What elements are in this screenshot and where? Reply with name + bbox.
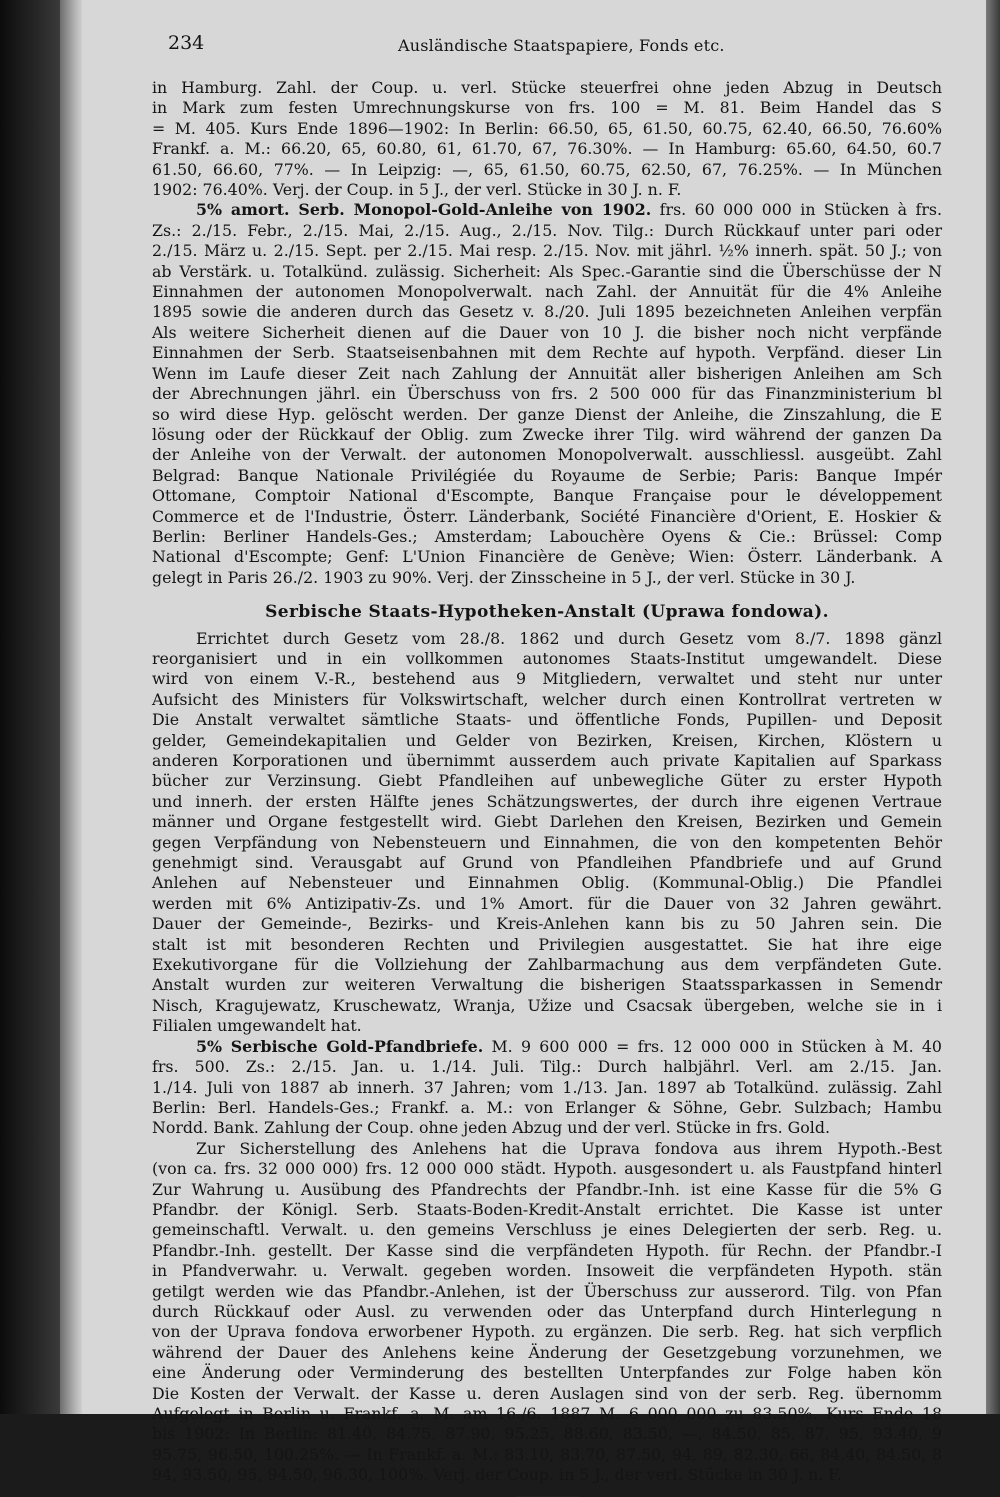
text-line: bis 1902: In Berlin: 81.40, 84.75, 87.90, 95.25, 88.60, 83.50, —, 84.50, 85, 87, 95, 93.40, 9 <box>152 1424 942 1444</box>
text-line: Pfandbr.-Inh. gestellt. Der Kasse sind die verpfändeten Hypoth. für Rechn. der Pfandbr.-I <box>152 1240 942 1260</box>
text-line: stalt ist mit besonderen Rechten und Privilegien ausgestattet. Sie hat ihre eige <box>152 934 942 954</box>
text-line: der Abrechnungen jährl. ein Überschuss von frs. 2 500 000 für das Finanzministerium bl <box>152 384 942 404</box>
text-line: ab Verstärk. u. Totalkünd. zulässig. Sicherheit: Als Spec.-Garantie sind die Überschüsse der N <box>152 261 942 281</box>
entry-lead-line <box>152 1037 942 1057</box>
text-line: reorganisiert und in ein vollkommen autonomes Staats-Institut umgewandelt. Diese <box>152 648 942 668</box>
text-line: Anlehen auf Nebensteuer und Einnahmen Oblig. (Kommunal-Oblig.) Die Pfandlei <box>152 873 942 893</box>
text-line: = M. 405. Kurs Ende 1896—1902: In Berlin: 66.50, 65, 61.50, 60.75, 62.40, 66.50, 76.60% <box>152 118 942 138</box>
text-line: während der Dauer des Anlehens keine Änderung der Gesetzgebung vorzunehmen, we <box>152 1342 942 1362</box>
text-line: der Anleihe von der Verwalt. der autonomen Monopolverwalt. ausschliessl. ausgeübt. Zahl <box>152 445 942 465</box>
text-line: Berlin: Berliner Handels-Ges.; Amsterdam; Labouchère Oyens & Cie.: Brüssel: Comp <box>152 526 942 546</box>
text-line: Als weitere Sicherheit dienen auf die Dauer von 10 J. die bisher noch nicht verpfände <box>152 322 942 342</box>
text-line: Dauer der Gemeinde-, Bezirks- und Kreis-Anlehen kann bis zu 50 Jahren sein. Die <box>152 914 942 934</box>
text-line: (von ca. frs. 32 000 000) frs. 12 000 000 städt. Hypoth. ausgesondert u. als Faustpfand hinterl <box>152 1159 942 1179</box>
running-title: Ausländische Staatspapiere, Fonds etc. <box>398 36 725 55</box>
text-line: frs. 500. Zs.: 2./15. Jan. u. 1./14. Juli. Tilg.: Durch halbjährl. Verl. am 2./15. Jan. <box>152 1057 942 1077</box>
text-line: Zur Wahrung u. Ausübung des Pfandrechts der Pfandbr.-Inh. ist eine Kasse für die 5% G <box>152 1179 942 1199</box>
text-line: Die Kosten der Verwalt. der Kasse u. deren Auslagen sind von der serb. Reg. übernomm <box>152 1383 942 1403</box>
text-line: 61.50, 66.60, 77%. — In Leipzig: —, 65, 61.50, 60.75, 62.50, 67, 76.25%. — In München <box>152 159 942 179</box>
text-line: gelder, Gemeindekapitalien und Gelder von Bezirken, Kreisen, Kirchen, Klöstern u <box>152 730 942 750</box>
text-line: Berlin: Berl. Handels-Ges.; Frankf. a. M.: von Erlanger & Söhne, Gebr. Sulzbach; Hambu <box>152 1097 942 1117</box>
text-line: Frankf. a. M.: 66.20, 65, 60.80, 61, 61.70, 67, 76.30%. — In Hamburg: 65.60, 64.50, 60.7 <box>152 139 942 159</box>
section-heading: Serbische Staats-Hypotheken-Anstalt (Uprawa fondowa). <box>265 602 829 623</box>
text-line: Pfandbr. der Königl. Serb. Staats-Boden-Kredit-Anstalt errichtet. Die Kasse ist unter <box>152 1199 942 1219</box>
text-line: durch Rückkauf oder Ausl. zu verwenden oder das Unterpfand durch Hinterlegung n <box>152 1301 942 1321</box>
entry-title: 5% amort. Serb. Monopol-Gold-Anleihe von 1902. <box>196 200 652 220</box>
text-line: gelegt in Paris 26./2. 1903 zu 90%. Verj. der Zinsscheine in 5 J., der verl. Stücke in 30 J. <box>152 567 856 587</box>
text-line: von der Uprava fondova erworbener Hypoth. zu ergänzen. Die serb. Reg. hat sich verpflich <box>152 1322 942 1342</box>
text-line: Filialen umgewandelt hat. <box>152 1016 362 1036</box>
document-page <box>82 0 986 1485</box>
section-gold-pfandbriefe <box>152 1037 942 1139</box>
text-line: Einnahmen der autonomen Monopolverwalt. nach Zahl. der Annuität für die 4% Anleihe <box>152 282 942 302</box>
text-line: Belgrad: Banque Nationale Privilégiée du Royaume de Serbie; Paris: Banque Impér <box>152 465 942 485</box>
entry-lead-rest: M. 9 600 000 = frs. 12 000 000 in Stücken à M. 40 <box>483 1036 942 1056</box>
section-hypotheken-anstalt <box>152 629 942 1037</box>
text-line: so wird diese Hyp. gelöscht werden. Der ganze Dienst der Anleihe, die Zinszahlung, die E <box>152 404 942 424</box>
text-line: eine Änderung oder Verminderung des bestellten Unterpfandes zur Folge haben kön <box>152 1363 942 1383</box>
text-line: männer und Organe festgestellt wird. Giebt Darlehen den Kreisen, Bezirken und Gemein <box>152 812 942 832</box>
text-line: Zur Sicherstellung des Anlehens hat die Uprava fondova aus ihrem Hypoth.-Best <box>196 1138 942 1158</box>
text-line: Wenn im Laufe dieser Zeit nach Zahlung der Annuität aller bisherigen Anleihen am Sch <box>152 363 942 383</box>
text-line: Exekutivorgane für die Vollziehung der Zahlbarmachung aus dem verpfändeten Gute. <box>152 955 942 975</box>
text-line: werden mit 6% Antizipativ-Zs. und 1% Amort. für die Dauer von 32 Jahren gewährt. <box>152 893 942 913</box>
text-line: Die Anstalt verwaltet sämtliche Staats- und öffentliche Fonds, Pupillen- und Deposit <box>152 710 942 730</box>
text-line: 1895 sowie die anderen durch das Gesetz v. 8./20. Juli 1895 bezeichneten Anleihen verpfän <box>152 302 942 322</box>
entry-lead-rest: frs. 60 000 000 in Stücken à frs. <box>651 200 942 220</box>
book-spine-shadow <box>0 0 60 1414</box>
text-line: anderen Korporationen und übernimmt ausserdem auch private Kapitalien auf Sparkass <box>152 751 942 770</box>
page-header <box>168 32 966 62</box>
section-sicherstellung <box>152 1139 942 1486</box>
text-line: 95.75, 96.50, 100.25%. — In Frankf. a. M.: 83.10, 83.70, 87.50, 94, 89, 82.30, 66, 84.40, 84.50, 8 <box>152 1444 942 1464</box>
text-line: Commerce et de l'Industrie, Österr. Länderbank, Société Financière d'Orient, E. Hoskier & <box>152 506 942 526</box>
text-line: National d'Escompte; Genf: L'Union Financière de Genève; Wien: Österr. Länderbank. A <box>152 547 942 567</box>
text-line: getilgt werden wie das Pfandbr.-Anlehen, ist der Überschuss zur ausserord. Tilg. von Pfan <box>152 1281 942 1301</box>
entry-title: 5% Serbische Gold-Pfandbriefe. <box>196 1036 484 1056</box>
text-line: genehmigt sind. Verausgabt auf Grund von Pfandleihen Pfandbriefe und auf Grund <box>152 853 942 873</box>
book-gutter <box>60 0 82 1414</box>
text-line: 94, 93.50, 95, 94.50, 96.30, 100%. Verj. der Coup. in 5 J., der verl. Stücke in 30 J. n. F. <box>152 1465 842 1485</box>
text-line: wird von einem V.-R., bestehend aus 9 Mitgliedern, verwaltet und steht nur unter <box>152 669 942 689</box>
text-line: Nordd. Bank. Zahlung der Coup. ohne jeden Abzug und der verl. Stücke in frs. Gold. <box>152 1118 830 1138</box>
text-line: und innerh. der ersten Hälfte jenes Schätzungswertes, der durch ihre eigenen Vertraue <box>152 791 942 811</box>
text-line: Nisch, Kragujewatz, Kruschewatz, Wranja, Užize und Csacsak übergeben, welche sie in i <box>152 995 942 1015</box>
text-line: in Hamburg. Zahl. der Coup. u. verl. Stücke steuerfrei ohne jeden Abzug in Deutsch <box>152 78 942 97</box>
page-number: 234 <box>168 32 205 54</box>
text-line: Errichtet durch Gesetz vom 28./8. 1862 und durch Gesetz vom 8./7. 1898 gänzl <box>196 628 942 648</box>
text-line: Ottomane, Comptoir National d'Escompte, Banque Française pour le développement <box>152 486 942 506</box>
section-continuation <box>152 78 942 200</box>
text-line: gegen Verpfändung von Nebensteuern und Einnahmen, die von den kompetenten Behör <box>152 832 942 852</box>
section-monopol-anleihe <box>152 200 942 588</box>
text-line: gemeinschaftl. Verwalt. u. den gemeins Verschluss je eines Delegierten der serb. Reg. u. <box>152 1220 942 1240</box>
text-line: Aufgelegt in Berlin u. Frankf. a. M. am 16./6. 1887 M. 6 000 000 zu 83.50%. Kurs Ende 18 <box>152 1404 942 1423</box>
text-line: 1./14. Juli von 1887 ab innerh. 37 Jahren; vom 1./13. Jan. 1897 ab Totalkünd. zulässig. Zahl <box>152 1077 942 1097</box>
text-line: 2./15. März u. 2./15. Sept. per 2./15. Mai resp. 2./15. Nov. mit jährl. ½% innerh. spät. 50 J.; von <box>152 241 942 261</box>
text-line: Anstalt wurden zur weiteren Verwaltung die bisherigen Staatssparkassen in Semendr <box>152 975 942 995</box>
body-text <box>152 78 942 1497</box>
text-line: 1902: 76.40%. Verj. der Coup. in 5 J., der verl. Stücke in 30 J. n. F. <box>152 180 682 200</box>
text-line: Aufsicht des Ministers für Volkswirtschaft, welcher durch einen Kontrollrat vertreten w <box>152 689 942 709</box>
text-line: Zs.: 2./15. Febr., 2./15. Mai, 2./15. Aug., 2./15. Nov. Tilg.: Durch Rückkauf unter pari oder <box>152 220 942 240</box>
text-line: bücher zur Verzinsung. Giebt Pfandleihen auf unbewegliche Güter zu erster Hypoth <box>152 771 942 791</box>
next-page-edge <box>986 0 1000 1414</box>
entry-lead-line <box>152 200 942 220</box>
text-line: Einnahmen der Serb. Staatseisenbahnen mit dem Rechte auf hypoth. Verpfänd. dieser Lin <box>152 343 942 363</box>
text-line: lösung oder der Rückkauf der Oblig. zum Zwecke ihrer Tilg. wird während der ganzen Da <box>152 424 942 444</box>
end-separator-rule <box>515 1496 579 1497</box>
text-line: in Mark zum festen Umrechnungskurse von frs. 100 = M. 81. Beim Handel das S <box>152 98 942 118</box>
text-line: in Pfandverwahr. u. Verwalt. gegeben worden. Insoweit die verpfändeten Hypoth. stän <box>152 1261 942 1281</box>
